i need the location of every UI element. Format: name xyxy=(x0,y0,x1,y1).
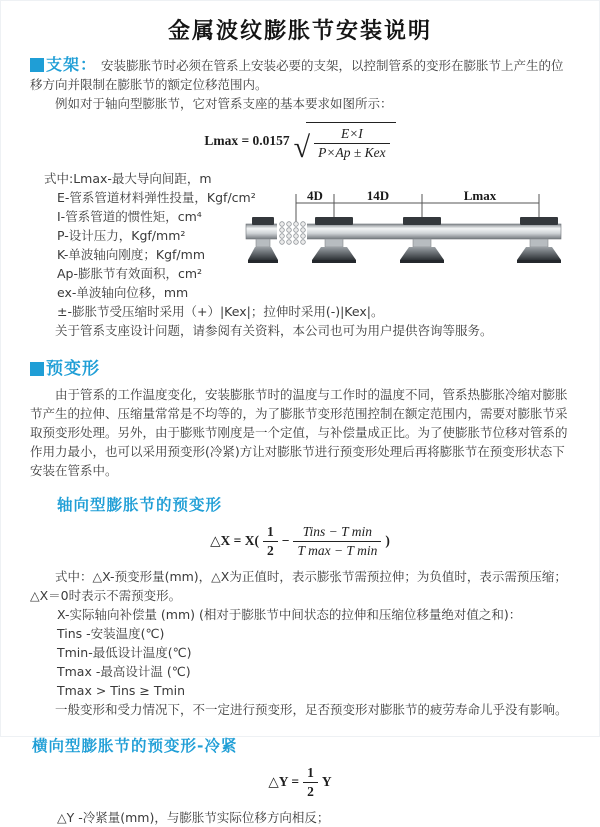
guide-support xyxy=(517,217,561,263)
blue-square-icon xyxy=(30,362,44,376)
guide-support xyxy=(400,217,444,263)
sqrt-radical xyxy=(293,122,396,164)
lmax-formula-lhs: Lmax = 0.0157 xyxy=(204,133,290,149)
dim-label-4d: 4D xyxy=(307,188,323,203)
lateral-preform-formula xyxy=(30,765,570,799)
lateral-note: △Y -冷紧量(mm)，与膨胀节实际位移方向相反； xyxy=(57,810,330,826)
definition-line: K-单波轴向刚度；Kgf/mm xyxy=(57,247,205,263)
preform-heading-label: 预变形 xyxy=(46,359,100,380)
support-example-text: 例如对于轴向型膨胀节，它对管系支座的基本要求如图所示： xyxy=(55,96,393,111)
axial-tail-note: 一般变形和受力情况下，不一定进行预变形，足否预变形对膨胀节的疲劳寿命儿乎没有影响。 xyxy=(55,702,568,718)
lateral-formula-den: 2 xyxy=(307,783,314,799)
support-heading-label: 支架： xyxy=(46,55,98,74)
dim-label-lmax: Lmax xyxy=(463,188,497,203)
axial-lead-note: 式中：△X-预变形量(mm)，△X为正值时，表示膨张节需预拉伸；为负值时，表示需预压缩；△X＝0时表示不需预变形。 xyxy=(30,569,567,604)
axial-notes xyxy=(30,567,570,719)
page-title: 金属波纹膨胀节安装说明 xyxy=(167,19,432,44)
definition-line: E-管系管道材料弹性投量，Kgf/cm² xyxy=(57,190,256,206)
definition-line: Ap-膨胀节有效面积，cm² xyxy=(57,266,203,282)
lateral-formula-rhs: Y xyxy=(321,774,332,790)
bellows-icon xyxy=(277,222,307,245)
axial-formula-close: ) xyxy=(385,533,390,549)
preform-section-heading xyxy=(30,354,570,379)
definition-line: P-设计压力，Kgf/mm² xyxy=(57,228,186,244)
axial-formula-minus: − xyxy=(281,533,290,549)
services-note: 关于管系支座设计问题，请参阅有关资料，本公司也可为用户提供咨询等服务。 xyxy=(55,323,493,339)
lateral-subsection-heading: 横向型膨胀节的预变形-冷紧 xyxy=(32,737,238,756)
axial-formula-half-den: 2 xyxy=(266,542,274,558)
axial-subsection-heading: 轴向型膨胀节的预变形 xyxy=(57,496,223,515)
radical-sign-icon: √ xyxy=(293,130,311,164)
axial-note-line: Tmax > Tins ≥ Tmin xyxy=(57,683,186,699)
support-intro-paragraph xyxy=(30,55,570,94)
definition-line: ±-膨胀节受压缩时采用（+）|Kex|；拉伸时采用(-)|Kex|。 xyxy=(57,304,384,320)
support-intro-text: 安装膨胀节时必须在管系上安装必要的支架，以控制管系的变形在膨胀节上产生的位移方向并限制在膨胀节的额定位移范围内。 xyxy=(30,58,564,92)
axial-note-line: X-实际轴向补偿量 (mm) (相对于膨胀节中间状态的拉伸和压缩位移量绝对值之和)： xyxy=(57,607,522,623)
lmax-formula xyxy=(30,122,570,164)
dim-label-14d: 14D xyxy=(366,188,390,203)
axial-note-line: Tins -安装温度(℃) xyxy=(57,626,165,642)
axial-note-line: Tmin-最低设计温度(℃) xyxy=(57,645,192,661)
axial-formula-half-num: 1 xyxy=(263,524,278,542)
lmax-formula-denominator: P×Ap ± Kex xyxy=(318,144,386,160)
definition-line: 式中:Lmax-最大导向间距，m xyxy=(44,171,212,187)
axial-formula-denominator: T max − T min xyxy=(297,542,378,558)
axial-formula-open: △X = X( xyxy=(210,533,259,549)
pipe-support-diagram xyxy=(246,190,598,290)
definition-line: I-管系管道的惯性矩，cm⁴ xyxy=(57,209,202,225)
support-section-heading xyxy=(30,55,101,74)
lateral-formula-lhs: △Y = xyxy=(268,774,300,790)
blue-square-icon xyxy=(30,58,44,72)
axial-formula-numerator: Tins − T min xyxy=(293,524,381,542)
guide-support xyxy=(312,217,356,263)
anchor-support xyxy=(248,217,278,263)
lmax-formula-numerator: E×I xyxy=(314,126,390,144)
preform-body-text: 由于管系的工作温度变化，安装膨胀节时的温度与工作时的温度不同，管系热膨胀冷缩对膨胀节产生的拉伸、压缩量常常是不均等的，为了膨胀节变形范围控制在额定范围内，需要对膨胀节采取预变形处理。另外，由于膨账节刚度是一个定值，与补偿量成正比。为了使膨胀节位移对管系的作用力最小，也可以采用预变形(冷紧)方让对膨胀节进行预变形处理后再将膨胀节在预变形状态下安装在管系中。 xyxy=(30,387,568,479)
axial-note-line: Tmax -最高设计温 (℃) xyxy=(57,664,191,680)
definition-line: ex-单波轴向位移，mm xyxy=(57,285,189,301)
axial-preform-formula xyxy=(30,524,570,558)
lateral-formula-num: 1 xyxy=(303,765,318,783)
